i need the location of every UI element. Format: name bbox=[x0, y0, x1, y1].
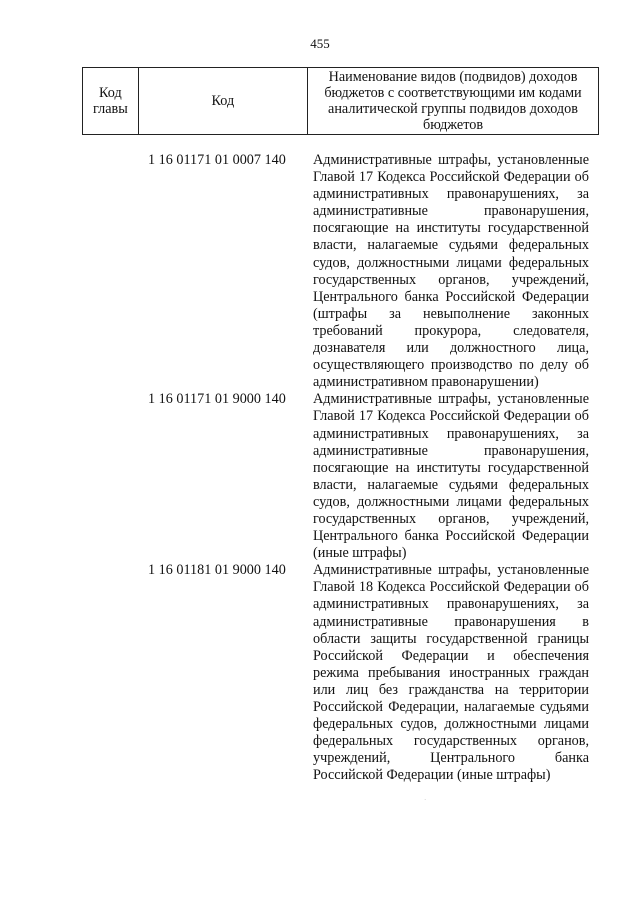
row-chapter-code bbox=[82, 562, 148, 784]
row-code: 1 16 01171 01 9000 140 bbox=[148, 391, 286, 408]
scan-speck: · bbox=[424, 796, 427, 804]
table-row bbox=[82, 391, 602, 562]
row-code: 1 16 01181 01 9000 140 bbox=[148, 562, 286, 579]
row-name: Административные штрафы, установленные Главой 17 Кодекса Российской Федерации об административных правонарушениях, за административные правонарушения, посягающие на институты государственной власти, налагаемые судьями федеральных судов, должностными лицами федеральных государственных органов, учреждений, Центрального банка Российской Федерации (штрафы за невыполнение законных требований прокурора, следователя, дознавателя или должностного лица, осуществляющего производство по делу об административном правонарушении) bbox=[313, 152, 589, 391]
table-body bbox=[82, 152, 602, 784]
page-number: 455 bbox=[310, 36, 330, 51]
header-name-cell: Наименование видов (подвидов) доходов бюджетов с соответствующими им кодами аналитической группы подвидов доходов бюджетов bbox=[308, 68, 599, 135]
row-name: Административные штрафы, установленные Главой 18 Кодекса Российской Федерации об административных правонарушениях, за административные правонарушения в области защиты государственной границы Российской Федерации и обеспечения режима пребывания иностранных граждан или лиц без гражданства на территории Российской Федерации, налагаемые судьями федеральных судов, должностными лицами федеральных государственных органов, учреждений, Центрального банка Российской Федерации (иные штрафы) bbox=[313, 562, 589, 784]
row-code: 1 16 01171 01 0007 140 bbox=[148, 152, 286, 168]
table-row bbox=[82, 152, 602, 391]
row-chapter-code bbox=[82, 391, 148, 562]
header-chapter-code-line1: Код bbox=[99, 84, 122, 101]
table-row bbox=[82, 562, 602, 784]
row-name: Административные штрафы, установленные Главой 17 Кодекса Российской Федерации об административных правонарушениях, за административные правонарушения, посягающие на институты государственной власти, налагаемые судьями федеральных судов, должностными лицами федеральных государственных органов, учреждений, Центрального банка Российской Федерации (иные штрафы) bbox=[313, 391, 589, 562]
row-chapter-code bbox=[82, 152, 148, 391]
table-header bbox=[82, 67, 599, 135]
header-chapter-code-cell bbox=[83, 68, 139, 135]
header-chapter-code-line2: главы bbox=[93, 101, 128, 117]
header-code-cell: Код bbox=[138, 68, 307, 135]
